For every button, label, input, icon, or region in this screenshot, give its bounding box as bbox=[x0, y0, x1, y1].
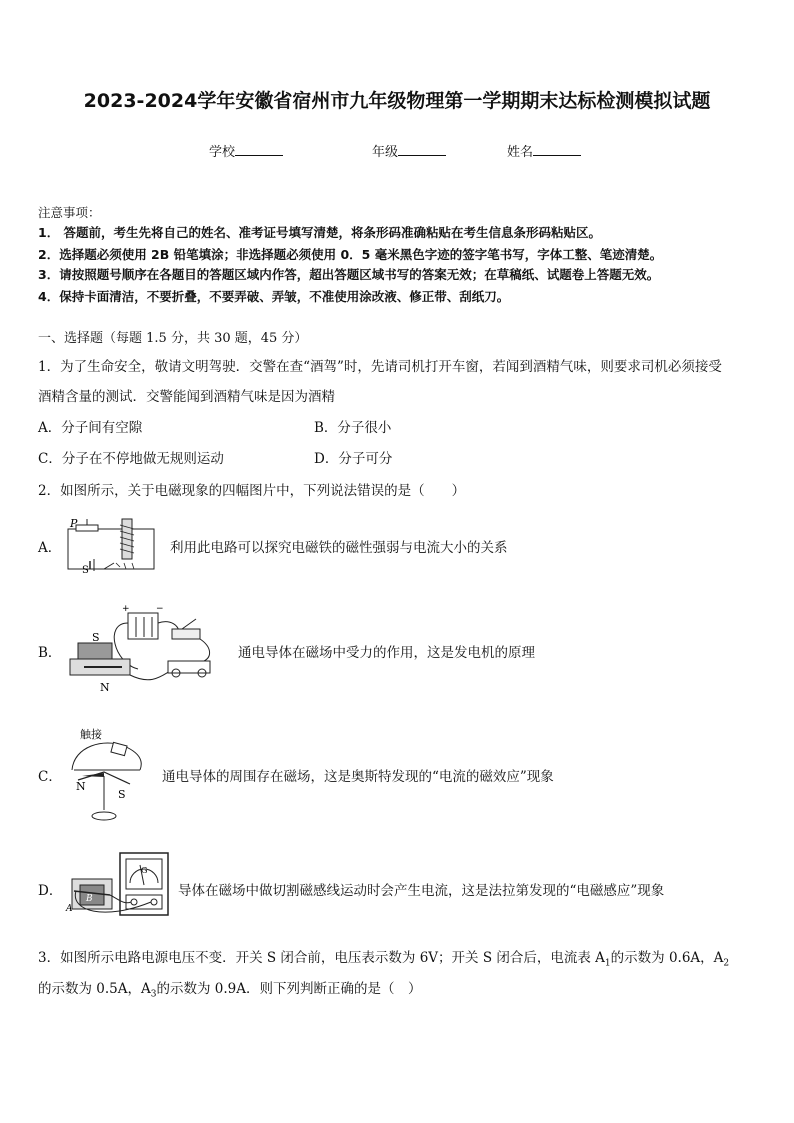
question-1-line-2: 酒精含量的测试．交警能闻到酒精气味是因为酒精 bbox=[38, 389, 335, 405]
fig-a-label-p: P bbox=[70, 517, 78, 530]
notes-heading: 注意事项： bbox=[38, 205, 101, 220]
note-item: 2．选择题必须使用 2B 铅笔填涂；非选择题必须使用 0．5 毫米黑色字迹的签字笔书写，字体工整、笔迹清楚。 bbox=[38, 247, 663, 262]
induction-experiment-figure bbox=[64, 851, 174, 923]
note-item: 3．请按照题号顺序在各题目的答题区域内作答，超出答题区域书写的答案无效；在草稿纸、试题卷上答题无效。 bbox=[38, 267, 660, 282]
name-label: 姓名 bbox=[507, 145, 534, 160]
q3-text-4: 的示数为 0.9A．则下列判断正确的是（ ） bbox=[156, 981, 422, 997]
school-field bbox=[209, 141, 283, 160]
q1-option-a: A．分子间有空隙 bbox=[38, 420, 143, 436]
section-heading: 一、选择题（每题 1.5 分，共 30 题，45 分） bbox=[38, 331, 308, 346]
school-blank bbox=[235, 143, 283, 156]
q1-option-c: C．分子在不停地做无规则运动 bbox=[38, 451, 224, 467]
note-item: 1． 答题前，考生先将自己的姓名、准考证号填写清楚，将条形码准确粘贴在考生信息条形码粘贴区。 bbox=[38, 225, 602, 240]
q3-text-2: 的示数为 0.6A，A bbox=[610, 950, 724, 966]
note-item: 4．保持卡面清洁，不要折叠，不要弄破、弄皱，不准使用涂改液、修正带、刮纸刀。 bbox=[38, 289, 510, 304]
fig-d-label-g: G bbox=[141, 866, 148, 875]
fig-a-label-s: S bbox=[82, 565, 89, 575]
grade-blank bbox=[398, 143, 446, 156]
svg-text:−: − bbox=[156, 604, 164, 614]
question-2-stem: 2．如图所示，关于电磁现象的四幅图片中，下列说法错误的是（ ） bbox=[38, 483, 466, 499]
q1-option-d: D．分子可分 bbox=[314, 451, 393, 467]
q2-option-b-text: 通电导体在磁场中受力的作用，这是发电机的原理 bbox=[238, 645, 535, 661]
fig-c-label-n: N bbox=[76, 780, 86, 793]
q2-option-b-label: B． bbox=[38, 645, 62, 661]
fig-c-label-s: S bbox=[118, 788, 126, 801]
q3-sub-2: 2 bbox=[723, 958, 730, 969]
q2-option-c-text: 通电导体的周围存在磁场，这是奥斯特发现的“电流的磁效应”现象 bbox=[162, 769, 554, 785]
q2-option-c-label: C． bbox=[38, 769, 62, 785]
q3-sub-3: 3 bbox=[150, 989, 157, 1000]
question-3-line-1 bbox=[38, 946, 729, 969]
school-label: 学校 bbox=[209, 145, 236, 160]
q2-option-d-text: 导体在磁场中做切割磁感线运动时会产生电流，这是法拉第发现的“电磁感应”现象 bbox=[178, 883, 665, 899]
q3-text-1: 3．如图所示电路电源电压不变．开关 S 闭合前，电压表示数为 6V；开关 S 闭合后，电流表 A bbox=[38, 950, 605, 966]
q2-option-a-text: 利用此电路可以探究电磁铁的磁性强弱与电流大小的关系 bbox=[170, 540, 508, 556]
q1-option-b: B．分子很小 bbox=[314, 420, 392, 436]
svg-text:+: + bbox=[122, 604, 130, 614]
q3-sub-1: 1 bbox=[604, 958, 611, 969]
grade-label: 年级 bbox=[372, 145, 399, 160]
name-field bbox=[507, 141, 581, 160]
electromagnet-circuit-figure bbox=[62, 515, 160, 575]
name-blank bbox=[533, 143, 581, 156]
fig-c-label-touch: 触接 bbox=[80, 728, 102, 741]
fig-b-label-n: N bbox=[100, 681, 110, 694]
q2-option-a-label: A． bbox=[38, 540, 62, 556]
q2-option-d-label: D． bbox=[38, 883, 63, 899]
q3-text-3: 的示数为 0.5A，A bbox=[38, 981, 151, 997]
page-title: 2023-2024学年安徽省宿州市九年级物理第一学期期末达标检测模拟试题 bbox=[83, 90, 711, 112]
question-3-line-2 bbox=[38, 977, 422, 1000]
question-1-line-1: 1．为了生命安全，敬请文明驾驶．交警在查“酒驾”时，先请司机打开车窗，若闻到酒精气味，则要求司机必须接受 bbox=[38, 359, 722, 375]
oersted-experiment-figure bbox=[64, 726, 160, 826]
motor-experiment-figure bbox=[64, 603, 216, 695]
grade-field bbox=[372, 141, 446, 160]
fig-b-label-s: S bbox=[92, 631, 100, 644]
fig-d-label-a: A bbox=[66, 904, 73, 914]
fig-d-label-b: B bbox=[86, 894, 93, 904]
